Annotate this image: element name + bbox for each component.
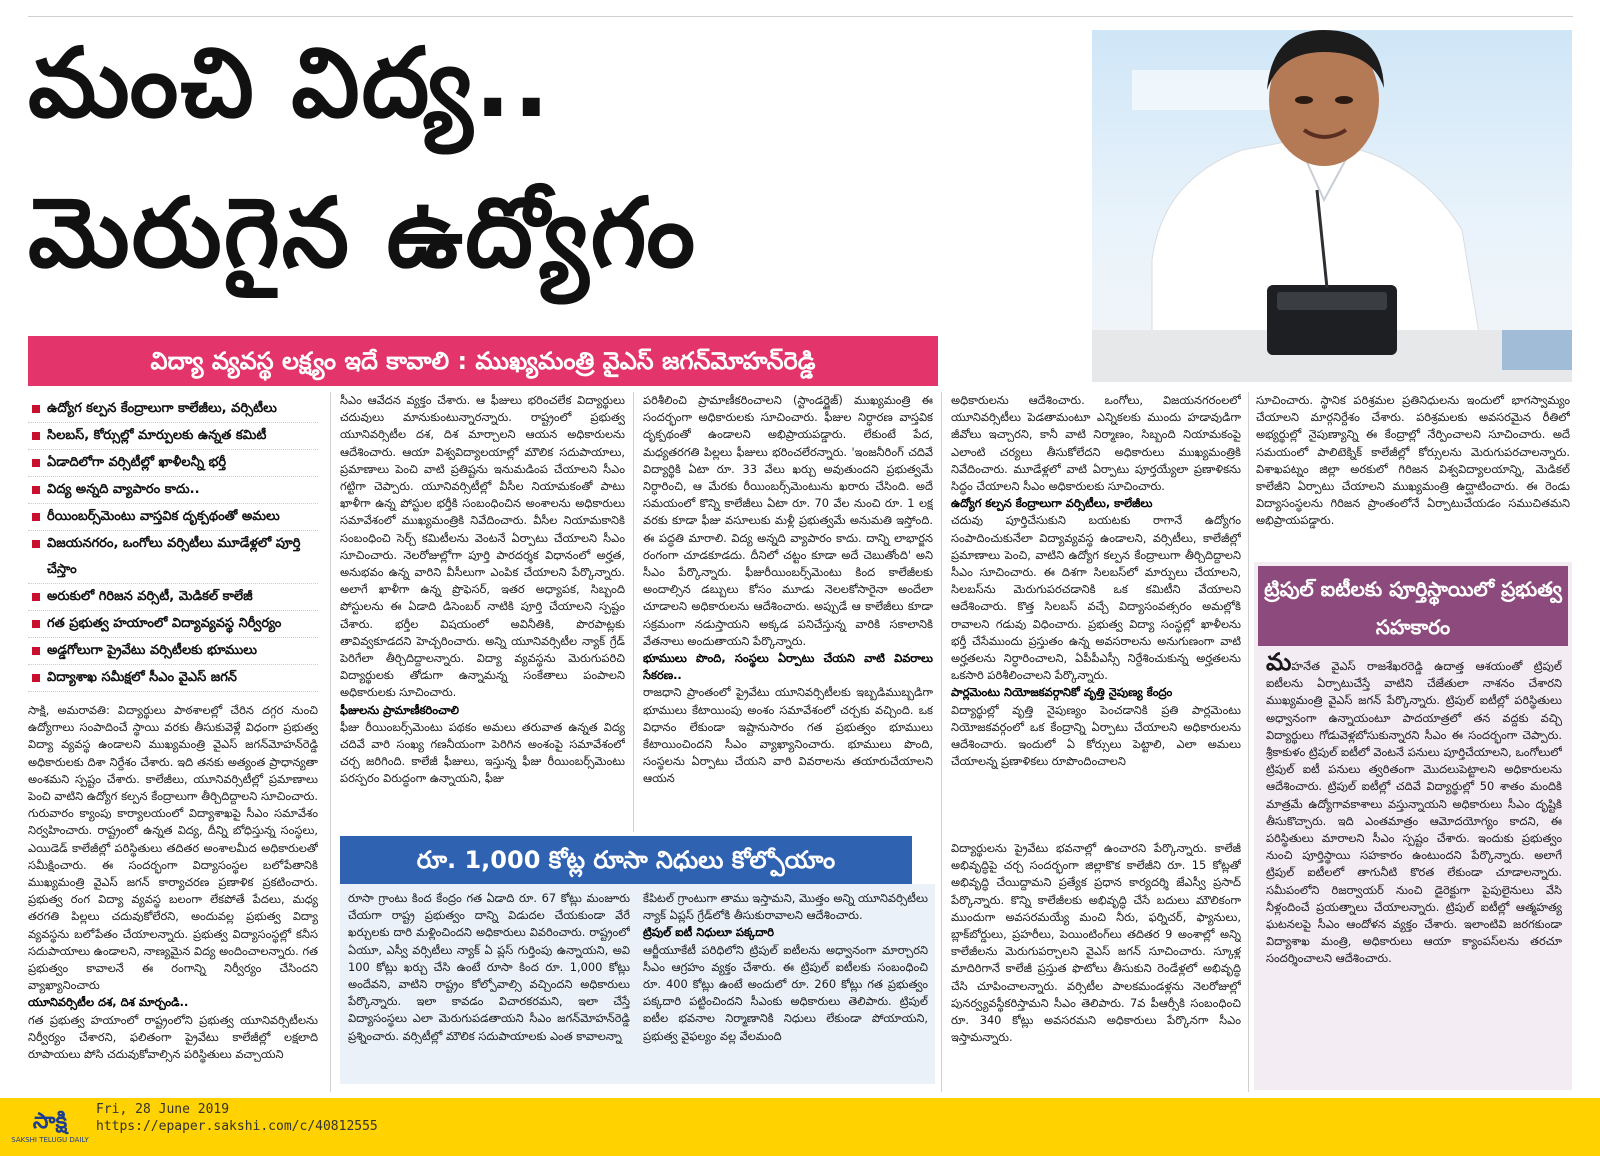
paragraph: కేపిటల్ గ్రాంటుగా తాము ఇస్తామని, మొత్తం అన్ని యూనివర్సిటీలు న్యాక్ ఏప్లస్ గ్రేడ్‌లోకి తీసుకురావాలని ఆదేశించారు. — [643, 891, 928, 923]
subheading: భూములు పొంది, సంస్థలు ఏర్పాటు చేయని వాటి వివరాలు సేకరణ.. — [643, 651, 933, 683]
article-column-4 — [951, 392, 1241, 832]
list-item: ఉద్యోగ కల్పన కేంద్రాలుగా కాలేజీలు, వర్సిటీలు — [28, 396, 318, 423]
list-item: అడ్డగోలుగా ప్రైవేటు వర్సిటీలకు భూములు — [28, 638, 318, 665]
paragraph: విద్యార్థులను ప్రైవేటు భవనాల్లో ఉంచారని పేర్కొన్నారు. కాలేజీ అభివృద్ధిపై చర్చ సందర్భంగా జిల్లాకొక కాలేజీని రూ. 15 కోట్లతో అభివృద్ధి చేయిద్దామని ప్రత్యేక ప్రధాన కార్యదర్శి జేఎస్వీ ప్రసాద్ పేర్కొన్నారు. కొన్ని కాలేజీలకు అభివృద్ధి చేసే బదులు మౌలికంగా ముందుగా అవసరమయ్యే మంచి నీరు, ఫర్నిచర్, ఫ్యానులు, బ్లాక్‌బోర్డులు, ప్రహరీలు, పెయింటింగ్‌లు తదితర 9 అంశాల్లో అన్ని కాలేజీలను మెరుగుపర్చాలని వైఎస్ జగన్ సూచించారు. స్కూళ్ల మాదిరిగానే కాలేజీ ప్రస్తుత ఫొటోలు తీసుకుని రెండేళ్లలో అభివృద్ధి చేసి చూపించాలన్నారు. వర్సిటీల పాలకమండళ్లను నెలరోజుల్లో పునర్వ్యవస్థీకరిస్తామని సీఎం తెలిపారు. 7వ పీఆర్సీకి సంబంధించి రూ. 340 కోట్లు అవసరమని అధికారులు పేర్కొనగా సీఎం ఇస్తామన్నారు. — [951, 841, 1241, 1045]
bullet-square-icon — [32, 647, 40, 655]
list-item: విజయనగరం, ఒంగోలు వర్సిటీలు మూడేళ్లలో పూర్తి చేస్తాం — [28, 531, 318, 584]
paragraph: విద్యార్థుల్లో వృత్తి నైపుణ్యం పెంచడానికి ప్రతి పార్లమెంటు నియోజకవర్గంలో ఒక కేంద్రాన్ని ఏర్పాటు చేయాలని అధికారులను ఆదేశించారు. ఇందులో ఏ కోర్సులు పెట్టాలి, ఎలా అమలు చేయాలన్న ప్రణాళికలు రూపొందించాలని — [951, 702, 1241, 769]
top-rule — [28, 16, 1573, 17]
epaper-url[interactable]: https://epaper.sakshi.com/c/40812555 — [96, 1119, 378, 1134]
rusa-box-column-1 — [348, 890, 630, 1090]
article-column-1 — [28, 702, 318, 1094]
paragraph: మహనేత వైఎస్ రాజశేఖరరెడ్డి ఉదాత్త ఆశయంతో ట్రిపుల్ ఐటీలను ఏర్పాటుచేస్తే వాటిని చేజేతులా నాశనం చేశారని ముఖ్యమంత్రి వైఎస్ జగన్ పేర్కొన్నారు. ట్రిపుల్ ఐటీల్లో పరిస్థితులు అధ్వానంగా ఉన్నాయంటూ పాదయాత్రలో తన వద్దకు వచ్చి విద్యార్థులు గోడువెళ్లబోసుకున్నారని సీఎం ఈ సందర్భంగా చెప్పారు. శ్రీకాకుళం ట్రిపుల్ ఐటీలో వెంటనే పనులు పూర్తిచేయాలని, ఒంగోలులో ట్రిపుల్ ఐటీ పనులు త్వరితంగా మొదలుపెట్టాలని అధికారులను ఆదేశించారు. ట్రిపుల్ ఐటీల్లో చదివే విద్యార్థుల్లో 50 శాతం మందికి మాత్రమే ఉద్యోగావకాశాలు వస్తున్నాయని అధికారులు సీఎం దృష్టికి తీసుకొచ్చారు. ఇది ఎంతమాత్రం ఆమోదయోగ్యం కాదని, ఈ పరిస్థితులు మారాలని సీఎం స్పష్టం చేశారు. ఇందుకు ప్రభుత్వం నుంచి పూర్తిస్థాయి సహకారం ఉంటుందని పేర్కొన్నారు. అలాగే ట్రిపుల్ ఐటీలలో తాగునీటి కొరత లేకుండా చూడాలన్నారు. సమీపంలోని రిజర్వాయర్ నుంచి డైరెక్టుగా పైపులైనులు వేసి నీళ్లందించే ప్రయత్నాలు చేయాలన్నారు. ట్రిపుల్ ఐటీల్లో ఆత్మహత్య ఘటనలపై సీఎం ఆందోళన వ్యక్తం చేశారు. ఇలాంటివి జరగకుండా విద్యాశాఖ మంత్రి, అధికారులు ఆయా క్యాంపస్‌లను తరచూ సందర్శించాలని ఆదేశించారు. — [1266, 652, 1562, 968]
list-item: ఏడాదిలోగా వర్సిటీల్లో ఖాళీలన్నీ భర్తీ — [28, 450, 318, 477]
article-column-3 — [643, 392, 933, 832]
drop-cap: మ — [1266, 652, 1292, 676]
subheading: పార్లమెంటు నియోజకవర్గానికో వృత్తి నైపుణ్య కేంద్రం — [951, 685, 1173, 700]
headline-line-1: మంచి విద్య.. — [28, 27, 552, 139]
paragraph: ఫీజు రీయింబర్స్‌మెంటు పథకం అమలు తరువాత ఉన్నత విద్య చదివే వారి సంఖ్య గణనీయంగా పెరిగిన అంశంపై సమావేశంలో చర్చ జరిగింది. కాలేజీ ఫీజులు, ఇస్తున్న ఫీజు రీయింబర్స్‌మెంటు పరస్పరం విరుద్ధంగా ఉన్నాయని, ఫీజు — [340, 719, 625, 786]
column-divider — [1248, 392, 1249, 1092]
bullet-square-icon — [32, 459, 40, 467]
list-item: రీయింబర్స్‌మెంటు వాస్తవిక దృక్పథంతో అమలు — [28, 504, 318, 531]
subheading: ట్రిపుల్ ఐటీ నిధులూ పక్కదారి — [643, 925, 775, 940]
paragraph: రాజధాని ప్రాంతంలో ప్రైవేటు యూనివర్సిటీలకు ఇబ్బడిముబ్బడిగా భూములు కేటాయింపు అంశం సమావేశంలో చర్చకు వచ్చింది. ఒక విధానం లేకుండా ఇష్టానుసారం గత ప్రభుత్వం భూములు కేటాయించిందని సీఎం వ్యాఖ్యానించారు. భూములు పొంది, సంస్థలను ఏర్పాటు చేయని వారి వివరాలను తయారుచేయాలని ఆయన — [643, 685, 933, 786]
rusa-box-column-2 — [643, 890, 928, 1090]
column-divider — [633, 392, 634, 832]
logo-tagline: SAKSHI TELUGU DAILY — [11, 1136, 89, 1144]
paragraph: చదువు పూర్తిచేసుకుని బయటకు రాగానే ఉద్యోగం సంపాదించుకునేలా విద్యావ్యవస్థ ఉండాలని, వర్సిటీలు, కాలేజీల్లో ప్రమాణాలు పెంచి, వాటిని ఉద్యోగ కల్పన కేంద్రాలుగా తీర్చిదిద్దాలని సీఎం సూచించారు. ఈ దిశగా సిలబస్‌లో మార్పులు చేయాలని, సిలబస్‌ను మెరుగుపరచడానికి ఒక కమిటీని వేయాలని ఆదేశించారు. కొత్త సిలబస్ వచ్చే విద్యాసంవత్సరం అమల్లోకి రావాలని గడువు విధించారు. ప్రభుత్వ విద్యా సంస్థల్లో ఖాళీలను భర్తీ చేసేముందు ప్రస్తుతం ఉన్న అవసరాలను అనుగుణంగా వాటి అర్హతలను నిర్ధారించాలని, ఏపీపీఎస్సీ నిర్దేశించుకున్న అర్హతలను ఒకసారి పరిశీలించాలని పేర్కొన్నారు. — [951, 513, 1241, 683]
paragraph: రూసా గ్రాంటు కింద కేంద్రం గత ఏడాది రూ. 67 కోట్లు మంజూరు చేయగా రాష్ట్ర ప్రభుత్వం దాన్ని విడుదల చేయకుండా వేరే ఖర్చులకు దారి మళ్లించిందని అధికారులు వివరించారు. రాష్ట్రంలో ఏయూ, ఎస్వీ వర్సిటీలు న్యాక్ ఏ ప్లస్ గుర్తింపు ఉన్నాయని, అవి 100 కోట్లు ఖర్చు చేసి ఉంటే రూసా కింద రూ. 1,000 కోట్లు అందేవని, వాటిని రాష్ట్రం కోల్పోవాల్సి వచ్చిందని అధికారులు పేర్కొన్నారు. ఇలా కావడం విచారకరమని, ఇలా చేస్తే విద్యాసంస్థలు ఎలా మెరుగుపడతాయని సీఎం జగన్‌మోహన్‌రెడ్డి ప్రశ్నించారు. వర్సిటీల్లో మౌలిక సదుపాయాలకు ఎంత కావాలన్నా — [348, 891, 630, 1043]
paragraph: సూచించారు. స్థానిక పరిశ్రమల ప్రతినిధులను ఇందులో భాగస్వామ్యం చేయాలని మార్గనిర్దేశం చేశారు. పరిశ్రమలకు అవసరమైన రీతిలో అభ్యర్థుల్లో నైపుణ్యాన్ని ఈ కేంద్రాల్లో నేర్పించాలని సూచించారు. అదే సమయంలో పాలిటెక్నిక్ కాలేజీల్లో కోర్సులను మెరుగుపరచాలన్నారు. విశాఖపట్నం జిల్లా అరకులో గిరిజన విశ్వవిద్యాలయాన్ని, మెడికల్ కాలేజీని ఏర్పాటు చేయాలని ముఖ్యమంత్రి ఉద్ఘాటించారు. ఈ రెండు విద్యాసంస్థలను గిరిజన ప్రాంతంలోనే ఏర్పాటుచేయడం సముచితమని అభిప్రాయపడ్డారు. — [1256, 393, 1570, 528]
logo-mark: సాక్షి — [32, 1109, 68, 1134]
bullet-square-icon — [32, 513, 40, 521]
column-divider — [330, 392, 331, 1092]
cm-photo — [1092, 30, 1572, 382]
paragraph: ఆర్జీయూకేటీ పరిధిలోని ట్రిపుల్ ఐటీలను అధ్వానంగా మార్చారని సీఎం ఆగ్రహం వ్యక్తం చేశారు. ఈ ట్రిపుల్ ఐటీలకు సంబంధించి రూ. 400 కోట్లు ఉంటే అందులో రూ. 260 కోట్లు గత ప్రభుత్వం పక్కదారి పట్టించిందని సీఎంకు అధికారులు తెలిపారు. ట్రిపుల్ ఐటీల భవనాల నిర్మాణానికి నిధులు లేకుండా పోయాయని, ప్రభుత్వ వైఫల్యం వల్ల వేలమంది — [643, 942, 928, 1043]
article-column-5 — [1256, 392, 1570, 556]
bullet-square-icon — [32, 405, 40, 413]
list-item: విద్యాశాఖ సమీక్షలో సీఎం వైఎస్ జగన్ — [28, 665, 318, 692]
bullet-square-icon — [32, 432, 40, 440]
list-item: గత ప్రభుత్వ హయాంలో విద్యావ్యవస్థ నిర్వీర్యం — [28, 611, 318, 638]
bullet-square-icon — [32, 620, 40, 628]
list-item: సిలబస్, కోర్సుల్లో మార్పులకు ఉన్నత కమిటీ — [28, 423, 318, 450]
subheading-banner: విద్యా వ్యవస్థ లక్ష్యం ఇదే కావాలి : ముఖ్యమంత్రి వైఎస్ జగన్‌మోహన్‌రెడ్డి — [28, 336, 938, 386]
column-divider — [941, 392, 942, 1092]
iiit-sidebox-heading: ట్రిపుల్ ఐటీలకు పూర్తిస్థాయిలో ప్రభుత్వ సహకారం — [1258, 566, 1568, 646]
bullet-square-icon — [32, 486, 40, 494]
paragraph: అధికారులను ఆదేశించారు. ఒంగోలు, విజయనగరంలలో యూనివర్సిటీలు పెడతామంటూ ఎన్నికలకు ముందు హడావుడిగా జీవోలు ఇచ్చారని, కానీ వాటి నిర్మాణం, సిబ్బంది నియామకంపై ఎలాంటి చర్యలు తీసుకోలేదని అధికారులు ముఖ్యమంత్రికి నివేదించారు. మూడేళ్లలో వాటి ఏర్పాటు పూర్తయ్యేలా ప్రణాళికను సిద్ధం చేయాలని సీఎం అధికారులకు సూచించారు. — [951, 393, 1241, 494]
rusa-box-title: రూ. 1,000 కోట్ల రూసా నిధులు కోల్పోయాం — [340, 836, 912, 884]
subheading: యూనివర్సిటీల దశ, దిశ మార్చండి.. — [28, 995, 189, 1010]
subheading: ఉద్యోగ కల్పన కేంద్రాలుగా వర్సిటీలు, కాలేజీలు — [951, 496, 1153, 511]
bullet-square-icon — [32, 540, 40, 548]
article-column-2 — [340, 392, 625, 832]
subheading: ఫీజులను ప్రామాణీకరించాలి — [340, 702, 459, 717]
highlights-list — [28, 396, 318, 696]
sakshi-logo — [6, 1102, 94, 1152]
list-item: అరుకులో గిరిజన వర్సిటీ, మెడికల్ కాలేజీ — [28, 584, 318, 611]
list-item: విద్య అన్నది వ్యాపారం కాదు.. — [28, 477, 318, 504]
bullet-square-icon — [32, 593, 40, 601]
publication-date: Fri, 28 June 2019 — [96, 1102, 230, 1117]
paragraph: పరిశీలించి ప్రామాణీకరించాలని (స్టాండర్డైజ్) ముఖ్యమంత్రి ఈ సందర్భంగా అధికారులకు సూచించారు. ఫీజుల నిర్ధారణ వాస్తవిక దృక్పథంతో ఉండాలని అభిప్రాయపడ్డారు. లేకుంటే పేద, మధ్యతరగతి పిల్లలు ఫీజులు భరించలేరన్నారు. 'ఇంజనీరింగ్ చదివే విద్యార్థికి ఏటా రూ. 33 వేలు ఖర్చు అవుతుందని ప్రభుత్వమే నిర్ధారించి, ఆ మేరకు రీయింబర్స్‌మెంటును ఖరారు చేసింది. అదే సమయంలో కొన్ని కాలేజీలు ఏటా రూ. 70 వేల నుంచి రూ. 1 లక్ష వరకు కూడా ఫీజు వసూలుకు మళ్లీ ప్రభుత్వమే అనుమతి ఇస్తోంది. ఈ పద్ధతి మారాలి. విద్య అన్నది వ్యాపారం కాదు. దాన్ని లాభార్జన రంగంగా చూడకూడదు. దీనిలో చట్టం కూడా అదే చెబుతోంది' అని సీఎం పేర్కొన్నారు. ఫీజురీయింబర్స్‌మెంటు కింద కాలేజీలకు అందాల్సిన డబ్బులు కోసం మూడు నెలలకోసారైనా అందేలా చూడాలని అధికారులను ఆదేశించారు. అప్పుడే ఆ కాలేజీలు కూడా సక్రమంగా నడుస్తాయని అక్కడ పనిచేస్తున్న వారికి సకాలానికి వేతనాలు అందుతాయని పేర్కొన్నారు. — [643, 393, 933, 648]
bullet-square-icon — [32, 674, 40, 682]
paragraph: గత ప్రభుత్వ హయాంలో రాష్ట్రంలోని ప్రభుత్వ యూనివర్సిటీలను నిర్వీర్యం చేశారని, ఫలితంగా ప్రైవేటు కాలేజీల్లో లక్షలాది రూపాయలు పోసి చదువుకోవాల్సిన పరిస్థితులు వచ్చాయని — [28, 1012, 318, 1062]
lead-paragraph: సాక్షి, అమరావతి: విద్యార్థులు పాఠశాలల్లో చేరిన దగ్గర నుంచి ఉద్యోగాలు సంపాదించే స్థాయి వరకు తీసుకువెళ్లే విధంగా ప్రభుత్వ విద్యా వ్యవస్థ ఉండాలని ముఖ్యమంత్రి వైఎస్ జగన్‌మోహన్‌రెడ్డి అధికారులకు దిశా నిర్దేశం చేశారు. ఇది తనకు అత్యంత ప్రాధాన్యతా అంశమని స్పష్టం చేశారు. కాలేజీలు, యూనివర్సిటీల్లో ప్రమాణాలు పెంచి వాటిని ఉద్యోగ కల్పన కేంద్రాలుగా తీర్చిదిద్దాలని సూచించారు. గురువారం క్యాంపు కార్యాలయంలో విద్యాశాఖపై సీఎం సమావేశం నిర్వహించారు. రాష్ట్రంలో ఉన్నత విద్య, దీన్ని బోధిస్తున్న సంస్థలు, ఎయిడెడ్ కాలేజీల్లో పరిస్థితులు తదితర అంశాలమీద అధికారులతో సమీక్షించారు. ఈ సందర్భంగా విద్యాసంస్థల బలోపేతానికి ముఖ్యమంత్రి వైఎస్ జగన్ కార్యాచరణ ప్రణాళిక ప్రకటించారు. ప్రభుత్వ రంగ విద్యా వ్యవస్థ బలంగా లేకపోతే పేదలు, మధ్య తరగతి పిల్లలు చదువుకోలేరని, అందువల్ల ప్రభుత్వ విద్యా వ్యవస్థను బలోపేతం చేయాలన్నారు. ప్రభుత్వ విద్యాసంస్థల్లో కనీస సదుపాయాలు ఉండాలని, నాణ్యమైన విద్య అందించాలన్నారు. గత ప్రభుత్వం కావాలనే ఈ రంగాన్ని నిర్వీర్యం చేసిందని వ్యాఖ్యానించారు — [28, 703, 318, 993]
iiit-sidebox-body — [1266, 652, 1562, 1086]
paragraph: సీఎం ఆవేదన వ్యక్తం చేశారు. ఆ ఫీజులు భరించలేక విద్యార్థులు చదువులు మానుకుంటున్నారన్నారు. రాష్ట్రంలో ప్రభుత్వ యూనివర్సిటీల దశ, దిశ మార్చాలని ఆయన అధికారులను ఆదేశించారు. ఆయా విశ్వవిద్యాలయాల్లో మౌలిక సదుపాయాలు, ప్రమాణాలు పెంచి వాటి ప్రతిష్టను ఇనుమడింప చేయాలని సీఎం గట్టిగా చెప్పారు. యూనివర్సిటీల్లో వీసీల నియామకంతో పాటు ఖాళీగా ఉన్న పోస్టుల భర్తీకి సంబంధించిన అంశాలను అధికారులు సమావేశంలో ముఖ్యమంత్రికి నివేదించారు. వీసీల నియామకానికి సంబంధించి సెర్చ్ కమిటీలను వెంటనే ఏర్పాటు చేయాలని సీఎం సూచించారు. నెలరోజుల్లోగా పూర్తి పారదర్శక విధానంలో అర్హత, అనుభవం ఉన్న వారిని వీసీలుగా ఎంపిక చేయాలని పేర్కొన్నారు. అలాగే ఖాళీగా ఉన్న ప్రొఫెసర్, ఇతర అధ్యాపక, సిబ్బంది పోస్టులను ఈ ఏడాది డిసెంబర్ నాటికి పూర్తి చేయాలని స్పష్టం చేశారు. భర్తీల విషయంలో అవినీతికి, పొరపాట్లకు తావివ్వకూడదని హెచ్చరించారు. అన్ని యూనివర్సిటీల న్యాక్ గ్రేడ్ పెరిగేలా తీర్చిదిద్దాలన్నారు. విద్యా వ్యవస్థను మెరుగుపరిచి విద్యార్థులకు తోడుగా ఉన్నామన్న సంకేతాలు పంపాలని అధికారులకు సూచించారు. — [340, 393, 625, 700]
article-column-4-continued — [951, 840, 1241, 1092]
headline-line-2: మెరుగైన ఉద్యోగం — [28, 177, 698, 289]
